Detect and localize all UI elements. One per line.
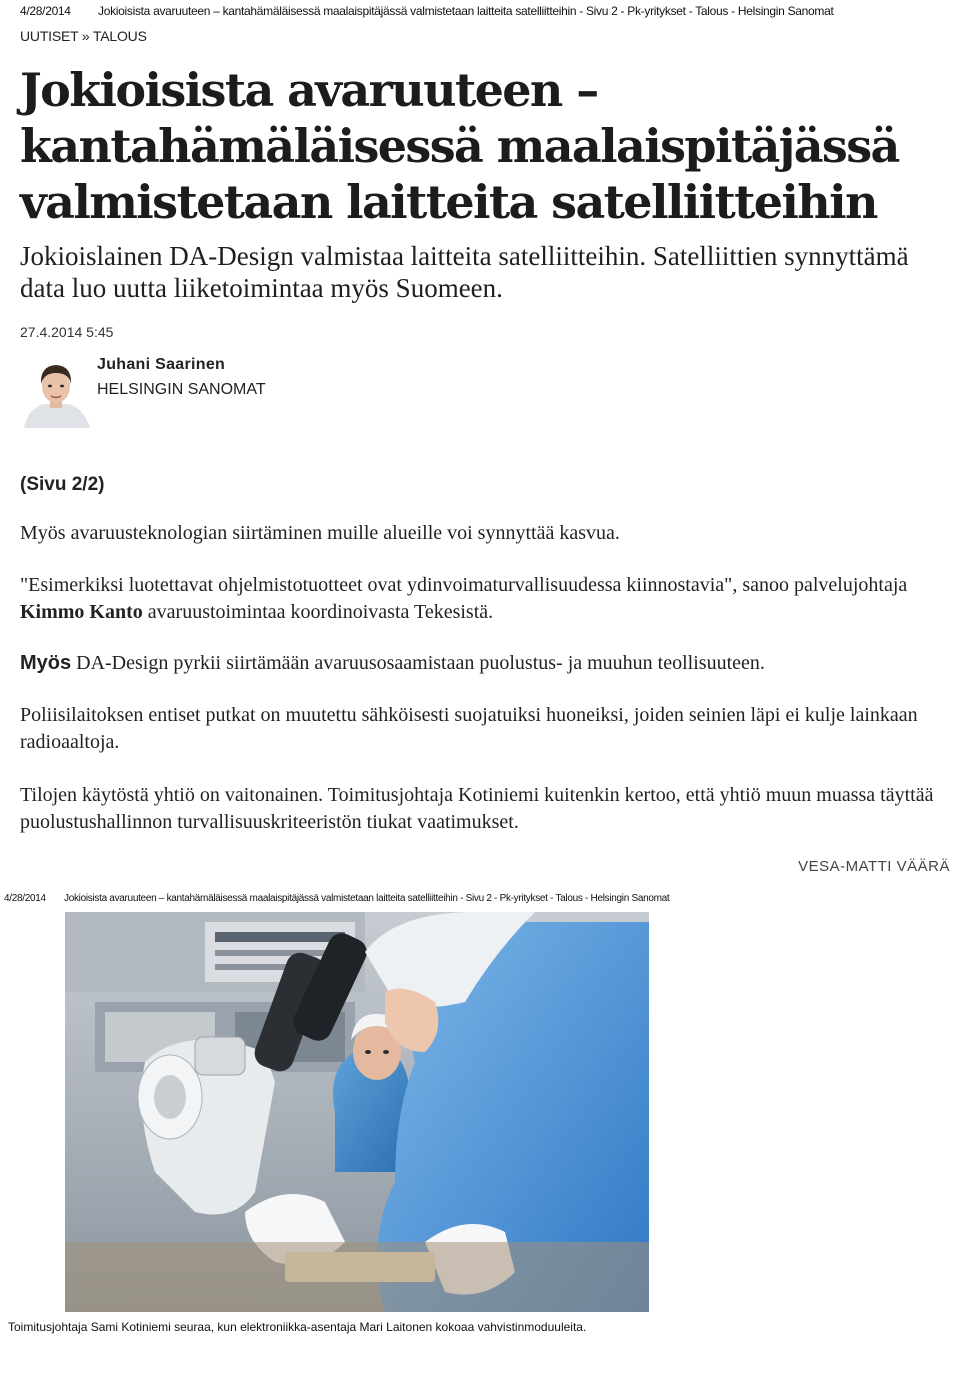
author-name[interactable]: Juhani Saarinen [97, 356, 226, 373]
person-name: Kimmo Kanto [20, 601, 143, 623]
print-header [20, 4, 950, 18]
print-title: Jokioisista avaruuteen – kantahämäläisessä maalaispitäjässä valmistetaan laitteita satelliitteihin - Sivu 2 - Pk-yritykset - Talous - Helsingin Sanomat [98, 4, 834, 18]
quote-source: avaruustoimintaa koordinoivasta Tekesistä. [142, 601, 494, 623]
paragraph-text: DA-Design pyrkii siirtämään avaruusosaamistaan puolustus- ja muuhun teollisuuteen. [71, 652, 765, 674]
print-header-2 [4, 893, 904, 904]
print-title-2: Jokioisista avaruuteen – kantahämäläisessä maalaispitäjässä valmistetaan laitteita satelliitteihin - Sivu 2 - Pk-yritykset - Talous - Helsingin Sanomat [64, 893, 670, 904]
page-marker: (Sivu 2/2) [20, 474, 105, 495]
author-avatar [20, 356, 92, 428]
body-paragraph-5: Tilojen käytöstä yhtiö on vaitonainen. Toimitusjohtaja Kotiniemi kuitenkin kertoo, että yhtiö muun muassa täyttää puolustushallinnon turvallisuuskriteeristön tiukat vaatimukset. [20, 784, 934, 833]
article-headline: Jokioisista avaruuteen – kantahämäläisessä maalaispitäjässä valmistetaan laitteita satelliitteihin [20, 63, 899, 229]
body-paragraph-1: Myös avaruusteknologian siirtäminen muille alueille voi synnyttää kasvua. [20, 522, 620, 544]
quote-text: "Esimerkiksi luotettavat ohjelmistotuotteet ovat ydinvoimaturvallisuudessa kiinnostavia", sanoo palvelujohtaja [20, 574, 908, 596]
print-date: 4/28/2014 [20, 4, 71, 18]
person-portrait-icon [20, 356, 92, 428]
article-lead: Jokioislainen DA-Design valmistaa laitteita satelliitteihin. Satelliittien synnyttämä data luo uutta liiketoimintaa myös Suomeen. [20, 241, 909, 303]
print-date-2: 4/28/2014 [4, 893, 46, 904]
paragraph-lead-word: Myös [20, 652, 72, 674]
body-paragraph-2 [20, 572, 940, 626]
photo-credit: VESA-MATTI VÄÄRÄ [798, 858, 950, 875]
body-paragraph-4: Poliisilaitoksen entiset putkat on muutettu sähköisesti suojatuiksi huoneiksi, joiden seinien läpi ei kulje lainkaan radioaaltoja. [20, 704, 918, 753]
photo-caption: Toimitusjohtaja Sami Kotiniemi seuraa, kun elektroniikka-asentaja Mari Laitonen kokoaa vahvistinmoduuleita. [8, 1320, 587, 1334]
breadcrumb[interactable]: UUTISET » TALOUS [20, 28, 147, 44]
lab-microscope-photo [65, 912, 649, 1312]
publish-date: 27.4.2014 5:45 [20, 324, 114, 340]
body-paragraph-3 [20, 650, 940, 677]
article-photo [65, 912, 649, 1312]
author-organization: HELSINGIN SANOMAT [97, 381, 266, 398]
